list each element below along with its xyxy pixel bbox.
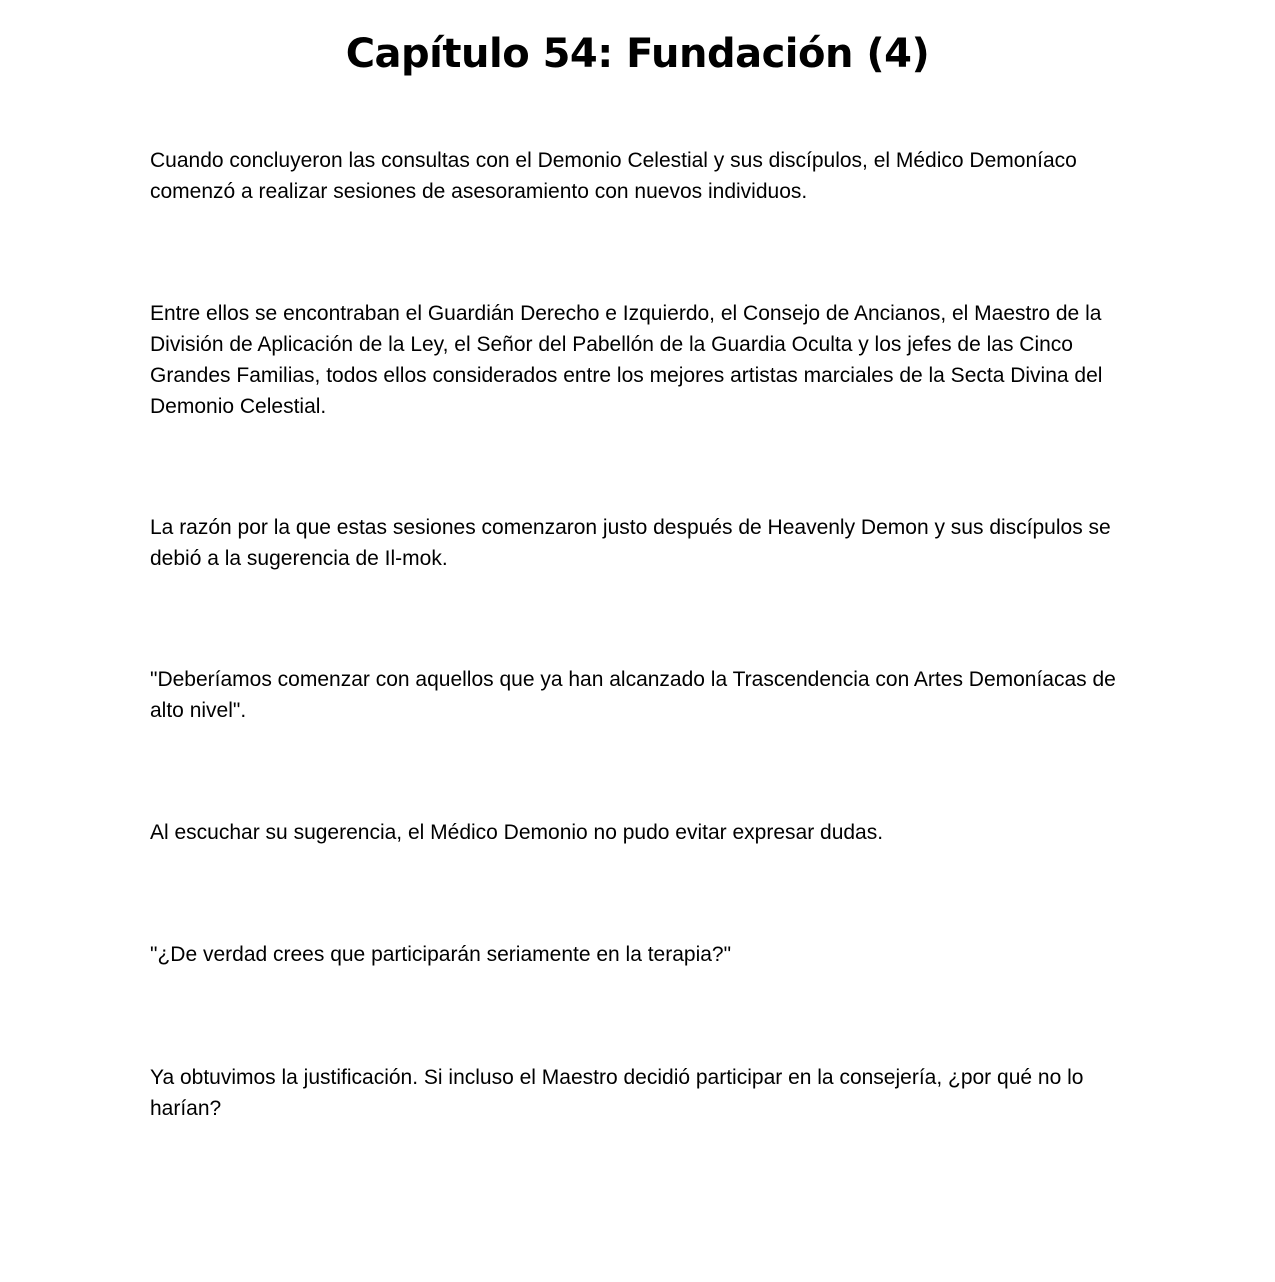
- paragraph-reason: La razón por la que estas sesiones comenzaron justo después de Heavenly Demon y sus discípulos se debió a la sugerencia de Il-mok.: [150, 516, 1111, 570]
- paragraph-suggestion-quote: "Deberíamos comenzar con aquellos que ya han alcanzado la Trascendencia con Artes Demoníacas de alto nivel".: [150, 668, 1116, 722]
- paragraph-justification: Ya obtuvimos la justificación. Si incluso el Maestro decidió participar en la consejería, ¿por qué no lo harían?: [150, 1066, 1084, 1120]
- paragraph-question-quote: "¿De verdad crees que participarán seriamente en la terapia?": [150, 943, 732, 966]
- paragraph-doubts: Al escuchar su sugerencia, el Médico Demonio no pudo evitar expresar dudas.: [150, 821, 884, 844]
- paragraph-participants: Entre ellos se encontraban el Guardián Derecho e Izquierdo, el Consejo de Ancianos, el Maestro de la División de Aplicación de la Ley, el Señor del Pabellón de la Guardia Oculta y los jefes de las Cinco Grandes Familias, todos ellos considerados entre los mejores artistas marciales de la Secta Divina del Demonio Celestial.: [150, 302, 1103, 418]
- paragraph-consultations-ended: Cuando concluyeron las consultas con el Demonio Celestial y sus discípulos, el Médico Demoníaco comenzó a realizar sesiones de asesoramiento con nuevos individuos.: [150, 149, 1077, 203]
- chapter-title: Capítulo 54: Fundación (4): [345, 31, 930, 77]
